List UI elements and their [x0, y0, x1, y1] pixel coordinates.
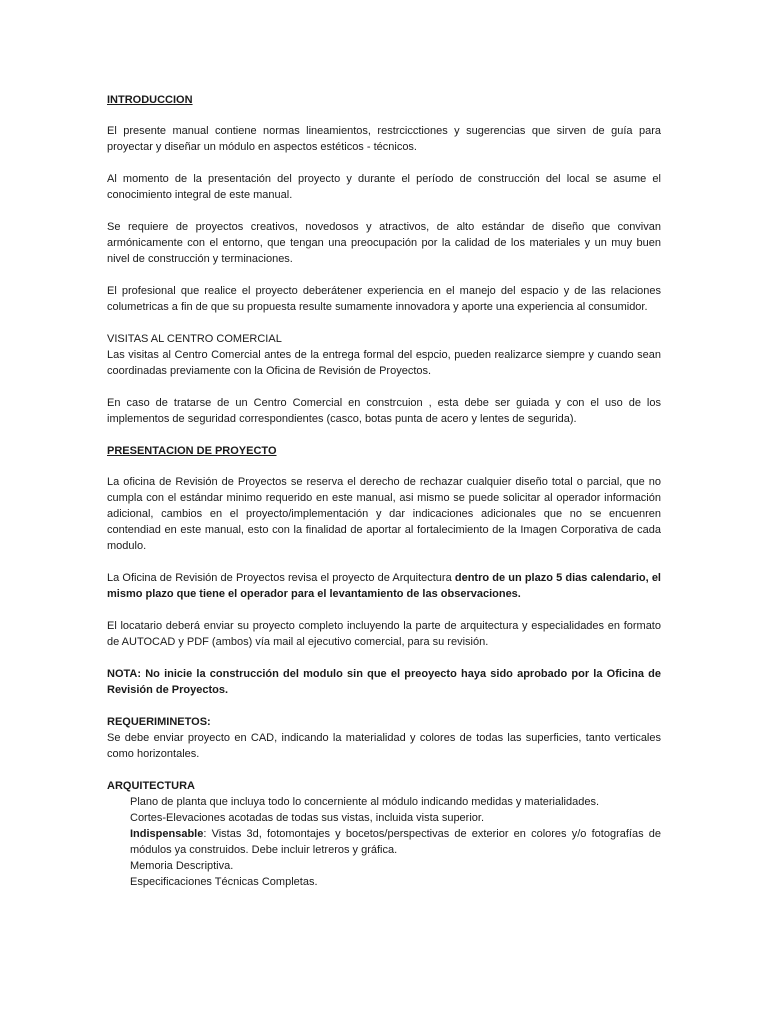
presentacion-paragraph-2-normal: La Oficina de Revisión de Proyectos revisa el proyecto de Arquitectura [107, 572, 455, 584]
requerimientos-heading: REQUERIMINETOS: [107, 716, 211, 728]
presentacion-paragraph-2 [107, 570, 661, 602]
presentacion-paragraph-1: La oficina de Revisión de Proyectos se reserva el derecho de rechazar cualquier diseño total o parcial, que no cumpla con el estándar minimo requerido en este manual, asi mismo se puede solicitar al operador información adicional, cambios en el proyecto/implementación y dar indicaciones adicionales que no se encuenren contendiad en este manual, esto con la finalidad de aportar al fortalecimiento de la Imagen Corporativa de cada modulo. [107, 476, 661, 552]
list-item: Especificaciones Técnicas Completas. [130, 876, 318, 888]
arquitectura-list [107, 794, 661, 890]
intro-paragraph-3: Se requiere de proyectos creativos, novedosos y atractivos, de alto estándar de diseño que convivan armónicamente con el entorno, que tengan una preocupación por la calidad de los materiales y un muy buen nivel de construcción y terminaciones. [107, 221, 661, 265]
visitas-paragraph-1: Las visitas al Centro Comercial antes de la entrega formal del espcio, pueden realizarce siempre y cuando sean coordinadas previamente con la Oficina de Revisión de Proyectos. [107, 349, 661, 377]
list-item: Cortes-Elevaciones acotadas de todas sus vistas, incluida vista superior. [130, 812, 485, 824]
requerimientos-text: Se debe enviar proyecto en CAD, indicando la materialidad y colores de todas las superficies, tanto verticales como horizontales. [107, 732, 661, 760]
presentacion-paragraph-3: El locatario deberá enviar su proyecto completo incluyendo la parte de arquitectura y especialidades en formato de AUTOCAD y PDF (ambos) vía mail al ejecutivo comercial, para su revisión. [107, 620, 661, 648]
presentacion-heading: PRESENTACION DE PROYECTO [107, 445, 277, 457]
indispensable-label: Indispensable [130, 828, 204, 840]
document-body [107, 92, 661, 890]
intro-paragraph-4: El profesional que realice el proyecto deberátener experiencia en el manejo del espacio y de las relaciones columetricas a fin de que su propuesta resulte sumamente innovadora y aporte una experiencia al consumidor. [107, 285, 661, 313]
arquitectura-heading: ARQUITECTURA [107, 780, 195, 792]
intro-heading: INTRODUCCION [107, 94, 193, 106]
visitas-paragraph-2: En caso de tratarse de un Centro Comercial en constrcuion , esta debe ser guiada y con el uso de los implementos de seguridad correspondientes (casco, botas punta de acero y lentes de segurida). [107, 397, 661, 425]
indispensable-text: : Vistas 3d, fotomontajes y bocetos/perspectivas de exterior en colores y/o fotografías de módulos ya construidos. Debe incluir letreros y gráfica. [130, 828, 661, 856]
list-item-indispensable [130, 826, 661, 858]
nota-paragraph: NOTA: No inicie la construcción del modulo sin que el preoyecto haya sido aprobado por la Oficina de Revisión de Proyectos. [107, 668, 661, 696]
list-item: Memoria Descriptiva. [130, 860, 234, 872]
intro-paragraph-2: Al momento de la presentación del proyecto y durante el período de construcción del local se asume el conocimiento integral de este manual. [107, 173, 661, 201]
presentacion-paragraph-2-bold: dentro de un plazo 5 dias calendario, el mismo plazo que tiene el operador para el levantamiento de las observaciones. [107, 572, 661, 600]
visitas-heading: VISITAS AL CENTRO COMERCIAL [107, 333, 282, 345]
intro-paragraph-1: El presente manual contiene normas lineamientos, restrcicctiones y sugerencias que sirven de guía para proyectar y diseñar un módulo en aspectos estéticos - técnicos. [107, 125, 661, 153]
list-item: Plano de planta que incluya todo lo concerniente al módulo indicando medidas y materialidades. [130, 796, 600, 808]
